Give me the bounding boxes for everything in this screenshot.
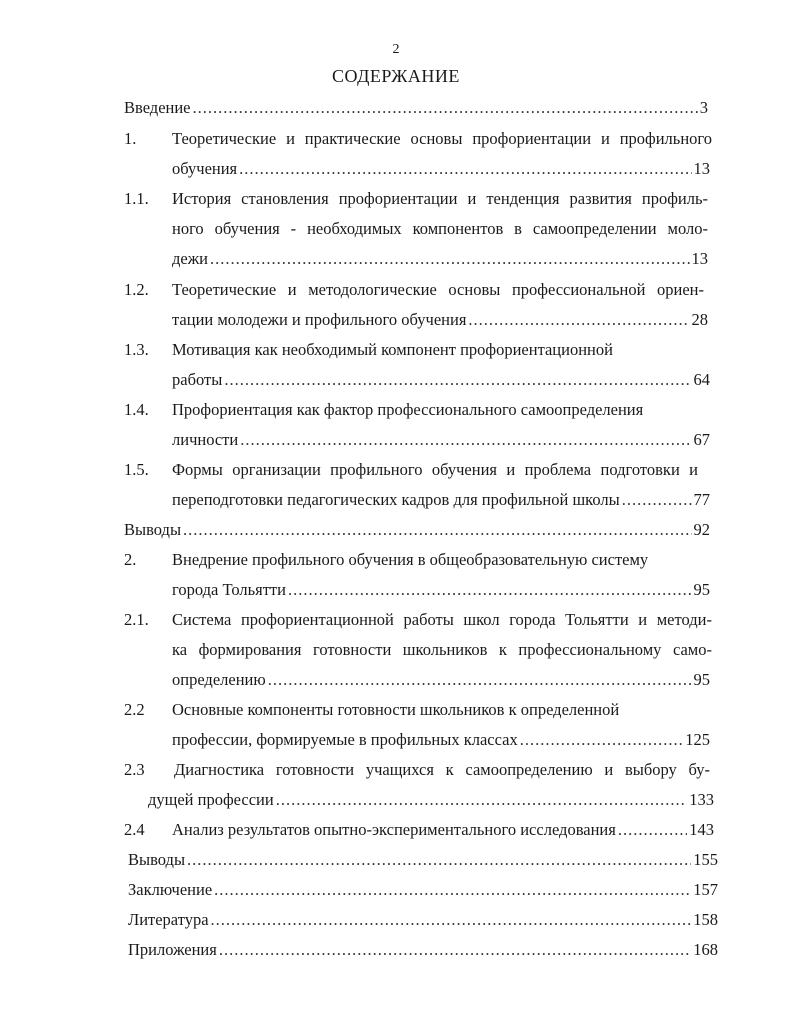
toc-entry-page: 155 xyxy=(693,850,718,869)
toc-entry-number: 1.3. xyxy=(124,340,149,359)
dot-leader xyxy=(214,880,691,900)
toc-entry-page: 125 xyxy=(685,730,710,749)
toc-entry-label: переподготовки педагогических кадров для профильной школы xyxy=(172,490,620,509)
toc-entry-number: 1.2. xyxy=(124,280,149,299)
toc-title: СОДЕРЖАНИЕ xyxy=(332,66,460,86)
toc-entry-1-5-line1[interactable]: Формы организации профильного обучения и проблема подготовки и xyxy=(172,460,698,479)
toc-entry-1-2[interactable] xyxy=(172,310,708,330)
page-number: 2 xyxy=(392,42,400,57)
toc-entry-label: Выводы xyxy=(128,850,186,869)
toc-entry-label: Анализ результатов опытно-экспериментального исследования xyxy=(172,820,616,839)
toc-entry-label: личности xyxy=(172,430,239,449)
toc-entry-conclusions-1[interactable] xyxy=(124,520,710,540)
toc-entry-2-1-line1[interactable]: Система профориентационной работы школ города Тольятти и методи- xyxy=(172,610,712,629)
toc-entry-1-1-line2[interactable]: ного обучения - необходимых компонентов в самоопределении моло- xyxy=(172,219,708,238)
toc-entry-number: 2.1. xyxy=(124,610,149,629)
toc-entry-label: Заключение xyxy=(128,880,213,899)
toc-entry-2-line1[interactable]: Внедрение профильного обучения в общеобразовательную систему xyxy=(172,550,649,569)
toc-entry-page: 13 xyxy=(693,159,710,178)
toc-entry-page: 28 xyxy=(691,310,708,329)
toc-entry-2-3[interactable] xyxy=(148,790,714,810)
dot-leader xyxy=(211,910,692,930)
toc-entry-2-2-line1[interactable]: Основные компоненты готовности школьников к определенной xyxy=(172,700,620,719)
dot-leader xyxy=(240,430,691,450)
toc-entry-conclusions-2[interactable] xyxy=(128,850,718,870)
toc-entry-page: 3 xyxy=(699,98,708,117)
toc-entry-page: 95 xyxy=(693,670,710,689)
toc-entry-label: Приложения xyxy=(128,940,217,959)
toc-entry-label: города Тольятти xyxy=(172,580,286,599)
toc-entry-label: работы xyxy=(172,370,223,389)
toc-entry-label: определению xyxy=(172,670,266,689)
toc-entry-1-3[interactable] xyxy=(172,370,710,390)
toc-entry-page: 67 xyxy=(693,430,710,449)
dot-leader xyxy=(622,490,692,510)
toc-entry-page: 143 xyxy=(689,820,714,839)
toc-entry-label: Введение xyxy=(124,98,191,117)
toc-entry-literature[interactable] xyxy=(128,910,718,930)
toc-entry-2-4[interactable] xyxy=(172,820,714,840)
toc-entry-conclusion[interactable] xyxy=(128,880,718,900)
toc-entry-2-1-line2[interactable]: ка формирования готовности школьников к профессиональному само- xyxy=(172,640,712,659)
dot-leader xyxy=(210,249,690,269)
dot-leader xyxy=(239,159,691,179)
dot-leader xyxy=(288,580,692,600)
toc-entry-number: 2. xyxy=(124,550,137,569)
toc-entry-1-1-line1[interactable]: История становления профориентации и тенденция развития профиль- xyxy=(172,189,708,208)
dot-leader xyxy=(276,790,688,810)
dot-leader xyxy=(618,820,687,840)
toc-entry-page: 157 xyxy=(693,880,718,899)
toc-entry-number: 1. xyxy=(124,129,137,148)
dot-leader xyxy=(183,520,691,540)
toc-entry-1-4[interactable] xyxy=(172,430,710,450)
toc-entry-1-1[interactable] xyxy=(172,249,708,269)
toc-entry-1-5[interactable] xyxy=(172,490,710,510)
toc-entry-page: 64 xyxy=(693,370,710,389)
toc-entry-page: 158 xyxy=(693,910,718,929)
toc-entry-2-3-line1[interactable]: Диагностика готовности учащихся к самоопределению и выбору бу- xyxy=(174,760,710,779)
toc-entry-label: тации молодежи и профильного обучения xyxy=(172,310,467,329)
toc-entry-1-2-line1[interactable]: Теоретические и методологические основы профессиональной ориен- xyxy=(172,280,704,299)
toc-entry-page: 92 xyxy=(693,520,710,539)
toc-entry-number: 2.4 xyxy=(124,820,145,839)
toc-entry-1-4-line1[interactable]: Профориентация как фактор профессионального самоопределения xyxy=(172,400,644,419)
toc-entry-1[interactable] xyxy=(172,159,710,179)
toc-entry-appendix[interactable] xyxy=(128,940,718,960)
dot-leader xyxy=(468,310,689,330)
dot-leader xyxy=(219,940,691,960)
toc-entry-1-line1[interactable]: Теоретические и практические основы профориентации и профильного xyxy=(172,129,712,148)
dot-leader xyxy=(193,98,698,118)
toc-entry-number: 1.5. xyxy=(124,460,149,479)
toc-entry-page: 168 xyxy=(693,940,718,959)
dot-leader xyxy=(520,730,684,750)
toc-entry-2-2[interactable] xyxy=(172,730,710,750)
toc-entry-label: дежи xyxy=(172,249,208,268)
toc-entry-label: Выводы xyxy=(124,520,182,539)
toc-entry-2-1[interactable] xyxy=(172,670,710,690)
toc-entry-number: 2.3 xyxy=(124,760,145,779)
dot-leader xyxy=(224,370,691,390)
toc-entry-label: профессии, формируемые в профильных классах xyxy=(172,730,518,749)
toc-entry-page: 95 xyxy=(693,580,710,599)
toc-entry-introduction[interactable] xyxy=(124,98,708,118)
dot-leader xyxy=(268,670,692,690)
dot-leader xyxy=(187,850,691,870)
toc-entry-number: 1.1. xyxy=(124,189,149,208)
toc-entry-2[interactable] xyxy=(172,580,710,600)
toc-entry-page: 133 xyxy=(689,790,714,809)
toc-entry-label: дущей профессии xyxy=(148,790,274,809)
toc-entry-page: 13 xyxy=(691,249,708,268)
toc-entry-page: 77 xyxy=(693,490,710,509)
toc-entry-label: обучения xyxy=(172,159,238,178)
toc-entry-number: 2.2 xyxy=(124,700,145,719)
toc-entry-1-3-line1[interactable]: Мотивация как необходимый компонент профориентационной xyxy=(172,340,613,359)
toc-entry-label: Литература xyxy=(128,910,209,929)
toc-entry-number: 1.4. xyxy=(124,400,149,419)
